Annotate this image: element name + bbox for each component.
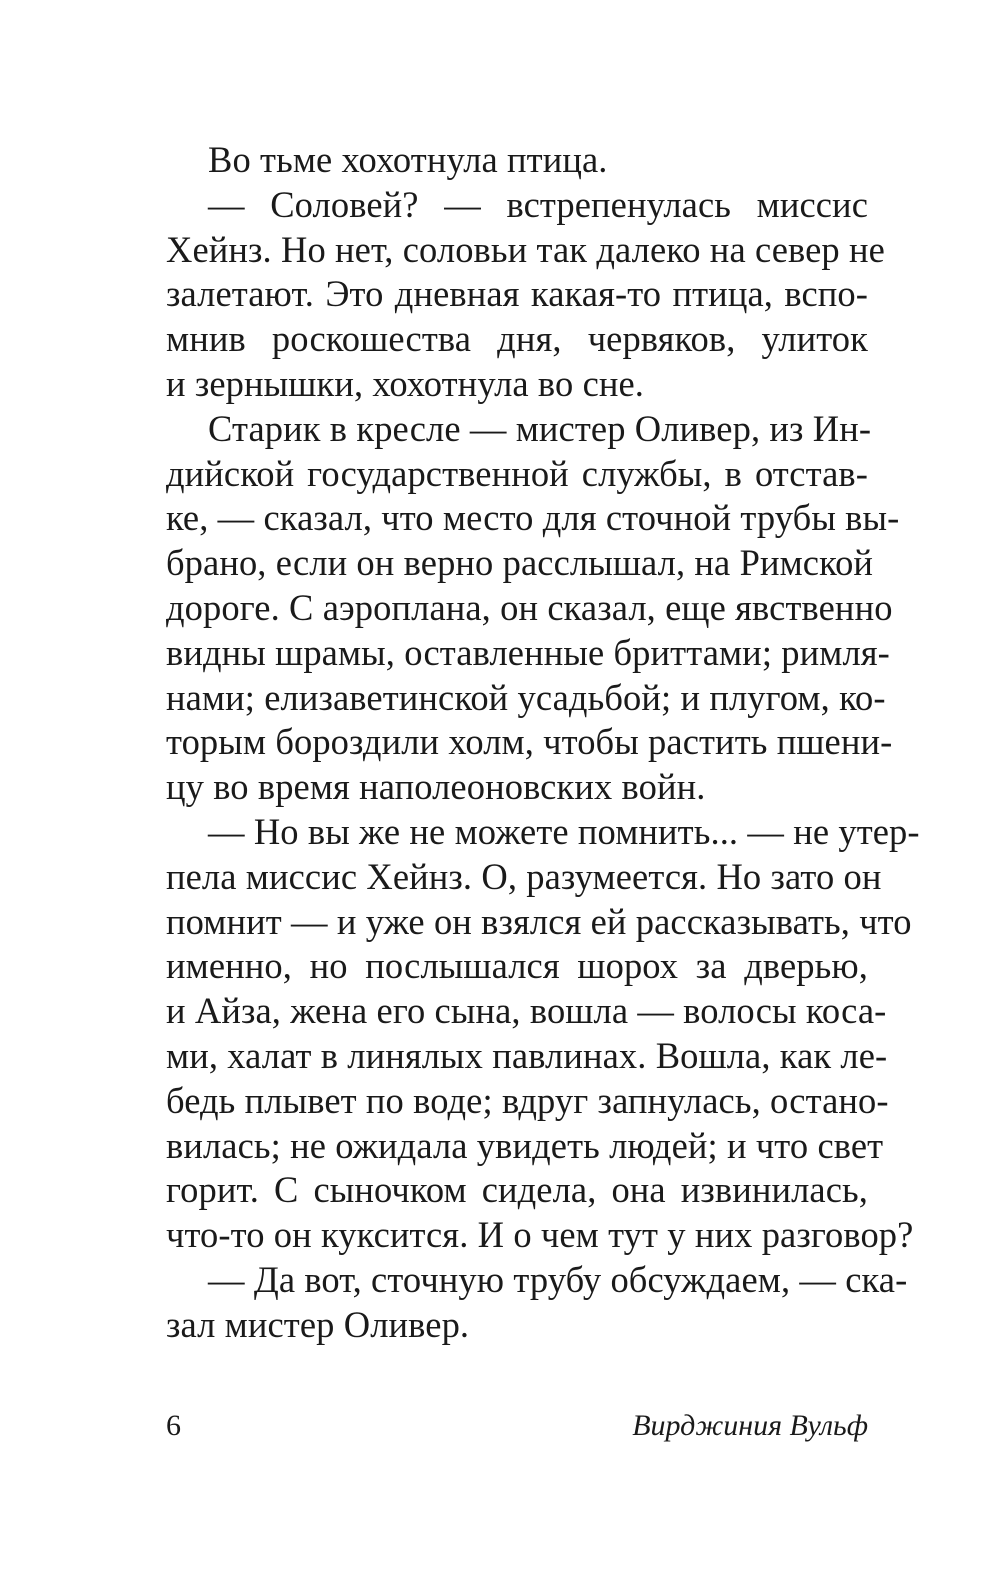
text-line: именно, но послышался шорох за дверью, xyxy=(166,945,868,987)
text-line: и Айза, жена его сына, вошла — волосы коса- xyxy=(166,990,887,1032)
text-line: бедь плывет по воде; вдруг запнулась, остано- xyxy=(166,1079,889,1121)
text-line: ми, халат в линялых павлинах. Вошла, как ле- xyxy=(166,1034,888,1076)
text-line: — Но вы же не можете помнить... — не утер- xyxy=(208,810,920,852)
paragraph-2 xyxy=(166,183,885,407)
text-line: ке, — сказал, что место для сточной трубы вы- xyxy=(166,497,900,539)
text-line: — Да вот, сточную трубу обсуждаем, — ска- xyxy=(208,1258,908,1300)
text-line: пела миссис Хейнз. О, разумеется. Но зато он xyxy=(166,855,882,897)
paragraph-5 xyxy=(166,1258,908,1348)
text-line: — Соловей? — встрепенулась миссис xyxy=(208,183,868,225)
text-line: и зернышки, хохотнула во сне. xyxy=(166,362,645,404)
text-line: горит. С сыночком сидела, она извинилась, xyxy=(166,1169,868,1211)
text-line: торым бороздили холм, чтобы растить пшени- xyxy=(166,721,893,763)
running-footer-author: Вирджиния Вульф xyxy=(632,1409,868,1442)
text-line: видны шрамы, оставленные бриттами; римля- xyxy=(166,631,890,673)
paragraph-4 xyxy=(166,810,920,1258)
text-line: брано, если он верно расслышал, на Римской xyxy=(166,542,874,584)
text-line: помнит — и уже он взялся ей рассказывать, что xyxy=(166,900,912,942)
text-line: зал мистер Оливер. xyxy=(166,1303,470,1345)
paragraph-1 xyxy=(166,138,868,183)
text-line: Во тьме хохотнула птица. xyxy=(208,139,608,180)
text-line: мнив роскошества дня, червяков, улиток xyxy=(166,318,868,360)
text-line: Старик в кресле — мистер Оливер, из Ин- xyxy=(208,407,872,449)
page-number: 6 xyxy=(166,1409,181,1442)
page-body xyxy=(166,138,920,1348)
text-line: цу во время наполеоновских войн. xyxy=(166,766,706,808)
text-line: залетают. Это дневная какая-то птица, вспо- xyxy=(166,273,868,315)
paragraph-3 xyxy=(166,407,900,810)
text-line: нами; елизаветинской усадьбой; и плугом, ко- xyxy=(166,676,886,718)
text-line: вилась; не ожидала увидеть людей; и что свет xyxy=(166,1124,884,1166)
text-line: что-то он куксится. И о чем тут у них разговор? xyxy=(166,1214,914,1256)
text-line: дороге. С аэроплана, он сказал, еще явственно xyxy=(166,586,893,628)
text-line: Хейнз. Но нет, соловьи так далеко на север не xyxy=(166,228,885,270)
text-line: дийской государственной службы, в отстав- xyxy=(166,452,868,494)
